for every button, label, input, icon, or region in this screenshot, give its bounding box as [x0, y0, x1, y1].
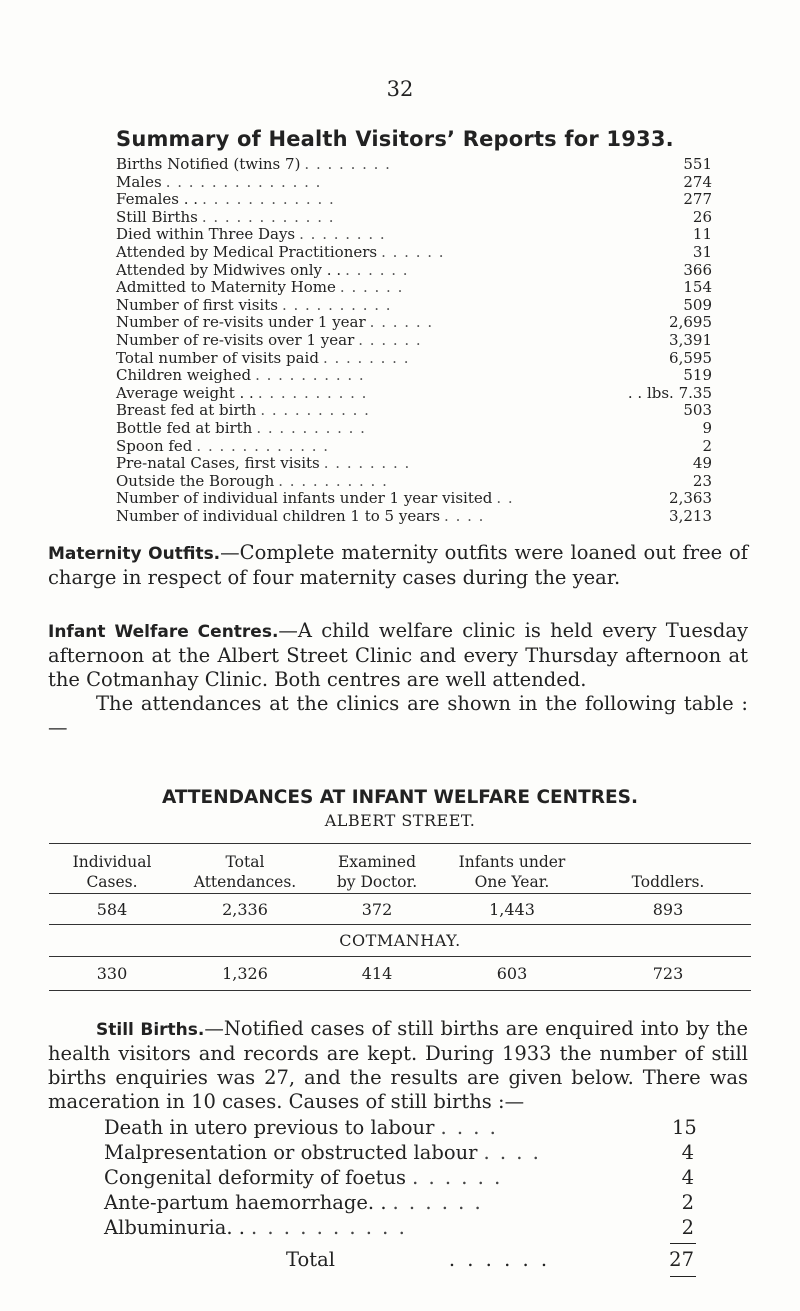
table-top-rule [49, 843, 751, 844]
summary-row-label: Births Notified (twins 7) [116, 155, 301, 173]
summary-row-label: Admitted to Maternity Home [116, 278, 336, 297]
summary-row-value: 509 [683, 295, 712, 314]
maternity-paragraph [48, 541, 748, 590]
summary-row-value: 2,695 [669, 313, 712, 332]
summary-row-label: Pre-natal Cases, first visits [116, 454, 320, 473]
sum-rule [670, 1243, 696, 1244]
summary-row-value: 154 [683, 278, 712, 297]
summary-row-dots: . . . . . . [369, 314, 434, 332]
summary-row-dots: . . . . . . . . . . [255, 367, 365, 385]
summary-row [116, 332, 712, 350]
summary-row-value: 2,363 [669, 489, 712, 508]
summary-row [116, 420, 712, 438]
cause-row-value: 4 [681, 1141, 694, 1164]
column-header: Total Attendances. [193, 853, 297, 891]
summary-row [116, 191, 712, 209]
summary-row [116, 314, 712, 332]
summary-row-dots: . . . . . . . . . . [256, 419, 366, 437]
cause-row-value: 2 [681, 1191, 694, 1214]
still-births-text: —Notified cases of still births are enquired into by the health visitors and records are kept. During 1933 the number of still births enquiries was 27, and the results are given below. There was maceration in 10 cases. Causes of still births :— [48, 1017, 748, 1113]
cotmanhay-cell: 603 [496, 964, 528, 983]
cause-row-dots: . . . . . . [392, 1191, 483, 1214]
summary-row-value: 503 [683, 401, 712, 420]
infant-welfare-text-2: The attendances at the clinics are shown in the following table :— [48, 692, 748, 739]
summary-row-dots: . . . . . . . . . . [257, 384, 368, 402]
albert-cell: 372 [361, 900, 393, 919]
cause-row-label: Congenital deformity of foetus [104, 1166, 407, 1189]
summary-row [116, 279, 712, 297]
summary-row [116, 455, 712, 473]
total-dots: . . . . . . [448, 1248, 551, 1271]
summary-row-value: 274 [683, 172, 712, 191]
summary-row-label: Children weighed [116, 366, 252, 385]
summary-row-value: 3,213 [669, 506, 712, 525]
still-births-paragraph [48, 1017, 748, 1114]
albert-cell: 1,443 [489, 900, 535, 919]
albert-cell: 893 [652, 900, 684, 919]
summary-row-dots: . . . . . . [339, 279, 404, 297]
summary-row-dots: . . . . . . [358, 331, 422, 349]
summary-row-value: 6,595 [669, 348, 712, 367]
summary-row-value: 11 [692, 225, 712, 244]
cause-row [104, 1165, 694, 1190]
cause-row-dots: . . . . . . [412, 1166, 503, 1189]
cause-row [104, 1190, 694, 1215]
summary-row-label: Outside the Borough [116, 471, 275, 490]
cause-row-dots: . . . . [483, 1141, 541, 1164]
summary-row [116, 385, 712, 403]
albert-rule [49, 924, 751, 925]
summary-row [116, 367, 712, 385]
summary-row-label: Spoon fed [116, 436, 193, 455]
summary-row [116, 156, 712, 174]
summary-row-dots: . . . . . . [381, 243, 445, 261]
column-header: Individual Cases. [72, 853, 152, 891]
summary-row [116, 350, 712, 368]
summary-row [116, 174, 712, 192]
summary-row-label: Breast fed at birth [116, 401, 257, 420]
summary-row-value: 3,391 [669, 330, 712, 349]
albert-cell: 584 [96, 900, 128, 919]
summary-row-dots: . . . . . . . . [323, 455, 411, 473]
attendances-title: ATTENDANCES AT INFANT WELFARE CENTRES. [161, 787, 639, 808]
cotmanhay-cell: 414 [361, 964, 393, 983]
summary-row-label: Attended by Medical Practitioners [116, 242, 378, 261]
cause-row [104, 1215, 694, 1240]
summary-list [116, 156, 712, 525]
summary-row-dots: . . . . . . . . . . . . [196, 437, 330, 455]
summary-row-dots: . . . . . . . . . . [281, 296, 392, 314]
summary-row-value: 23 [692, 471, 712, 490]
summary-title: Summary of Health Visitors’ Reports for 1933. [116, 127, 674, 151]
summary-row [116, 508, 712, 526]
cause-row-value: 4 [681, 1166, 694, 1189]
summary-row-dots: . . . . . . [345, 261, 409, 279]
summary-row-dots: . . . . . . . . [304, 156, 391, 173]
cause-row-value: 15 [672, 1116, 697, 1139]
summary-row-label: Average weight . . [116, 383, 254, 402]
total-label: Total [286, 1248, 335, 1271]
summary-row-value: 551 [683, 155, 712, 173]
summary-row [116, 473, 712, 491]
summary-row-label: Still Births [116, 207, 198, 226]
causes-list [104, 1115, 697, 1240]
summary-row [116, 438, 712, 456]
summary-row-dots: . . . . . . . . . . . . [201, 208, 335, 226]
infant-welfare-text: —A child welfare clinic is held every Tuesday afternoon at the Albert Street Clinic and every Thursday afternoon at the Cotmanhay Clinic. Both centres are well attended. [48, 619, 748, 691]
cause-row-value: 2 [681, 1216, 694, 1239]
summary-row [116, 402, 712, 420]
maternity-heading: Maternity Outfits. [48, 544, 221, 564]
albert-cell: 2,336 [222, 900, 268, 919]
table-bottom-rule [49, 990, 751, 991]
summary-row [116, 262, 712, 280]
summary-row-label: Died within Three Days [116, 225, 296, 244]
summary-row [116, 490, 712, 508]
cause-row-label: Malpresentation or obstructed labour [104, 1141, 478, 1164]
header-rule [49, 893, 751, 894]
cotmanhay-cell: 330 [96, 964, 128, 983]
summary-row-value: 519 [683, 366, 712, 385]
summary-row-dots: . . . . . . . . . . . . . . [165, 173, 322, 191]
summary-row-label: Number of re-visits over 1 year [116, 330, 355, 349]
page-number: 32 [386, 77, 414, 101]
cotmanhay-title: COTMANHAY. [339, 931, 461, 950]
summary-row-value: 2 [702, 436, 712, 455]
summary-row-value: 9 [702, 418, 712, 437]
infant-welfare-paragraph [48, 619, 748, 740]
total-value: 27 [669, 1248, 694, 1271]
summary-row-dots: . . [496, 490, 514, 508]
summary-row-label: Attended by Midwives only . . [116, 260, 342, 279]
cause-row-label: Death in utero previous to labour [104, 1116, 435, 1139]
cause-row-label: Ante-partum haemorrhage. . [104, 1191, 387, 1214]
summary-row-value: . . lbs. 7.35 [627, 383, 712, 402]
summary-row-value: 26 [692, 207, 712, 226]
summary-row-dots: . . . . . . . . [322, 349, 410, 367]
summary-row-dots: . . . . [444, 507, 485, 525]
column-header: Infants under One Year. [458, 853, 566, 891]
summary-row-label: Number of individual children 1 to 5 years [116, 506, 441, 525]
summary-row-dots: . . . . . . . . . . [278, 472, 388, 490]
summary-row-label: Number of first visits [116, 295, 278, 314]
still-births-heading: Still Births. [96, 1020, 205, 1040]
cause-row-label: Albuminuria. . [104, 1216, 245, 1239]
infant-welfare-heading: Infant Welfare Centres. [48, 622, 279, 642]
summary-row-value: 49 [692, 454, 712, 473]
cause-row [104, 1140, 694, 1165]
albert-street-title: ALBERT STREET. [324, 811, 476, 830]
summary-row-label: Total number of visits paid [116, 348, 319, 367]
column-header: Examined by Doctor. [336, 853, 418, 891]
cotmanhay-cell: 723 [652, 964, 684, 983]
maternity-text: —Complete maternity outfits were loaned out free of charge in respect of four maternity cases during the year. [48, 541, 748, 589]
column-header: Toddlers. [631, 873, 705, 891]
summary-row-dots: . . . . . . . . [299, 226, 386, 244]
summary-row [116, 297, 712, 315]
summary-row-label: Females . . [116, 190, 199, 209]
summary-row [116, 244, 712, 262]
summary-row-dots: . . . . . . . . . . . . [202, 191, 335, 209]
summary-row-label: Number of re-visits under 1 year [116, 313, 366, 332]
summary-row-label: Bottle fed at birth [116, 418, 253, 437]
cause-row [104, 1115, 697, 1140]
cotmanhay-top-rule [49, 956, 751, 957]
cause-row-dots: . . . . . . . . . . [251, 1216, 407, 1239]
summary-row-label: Number of individual infants under 1 year visited [116, 489, 493, 508]
summary-row [116, 209, 712, 227]
cause-row-dots: . . . . [440, 1116, 498, 1139]
summary-row-value: 366 [683, 260, 712, 279]
summary-row-value: 31 [692, 242, 712, 261]
summary-row-value: 277 [683, 190, 712, 209]
summary-row-label: Males [116, 172, 162, 191]
summary-row [116, 226, 712, 244]
total-underline [670, 1276, 696, 1277]
total-row [286, 1248, 694, 1271]
summary-row-dots: . . . . . . . . . . [260, 402, 370, 420]
cotmanhay-cell: 1,326 [222, 964, 268, 983]
